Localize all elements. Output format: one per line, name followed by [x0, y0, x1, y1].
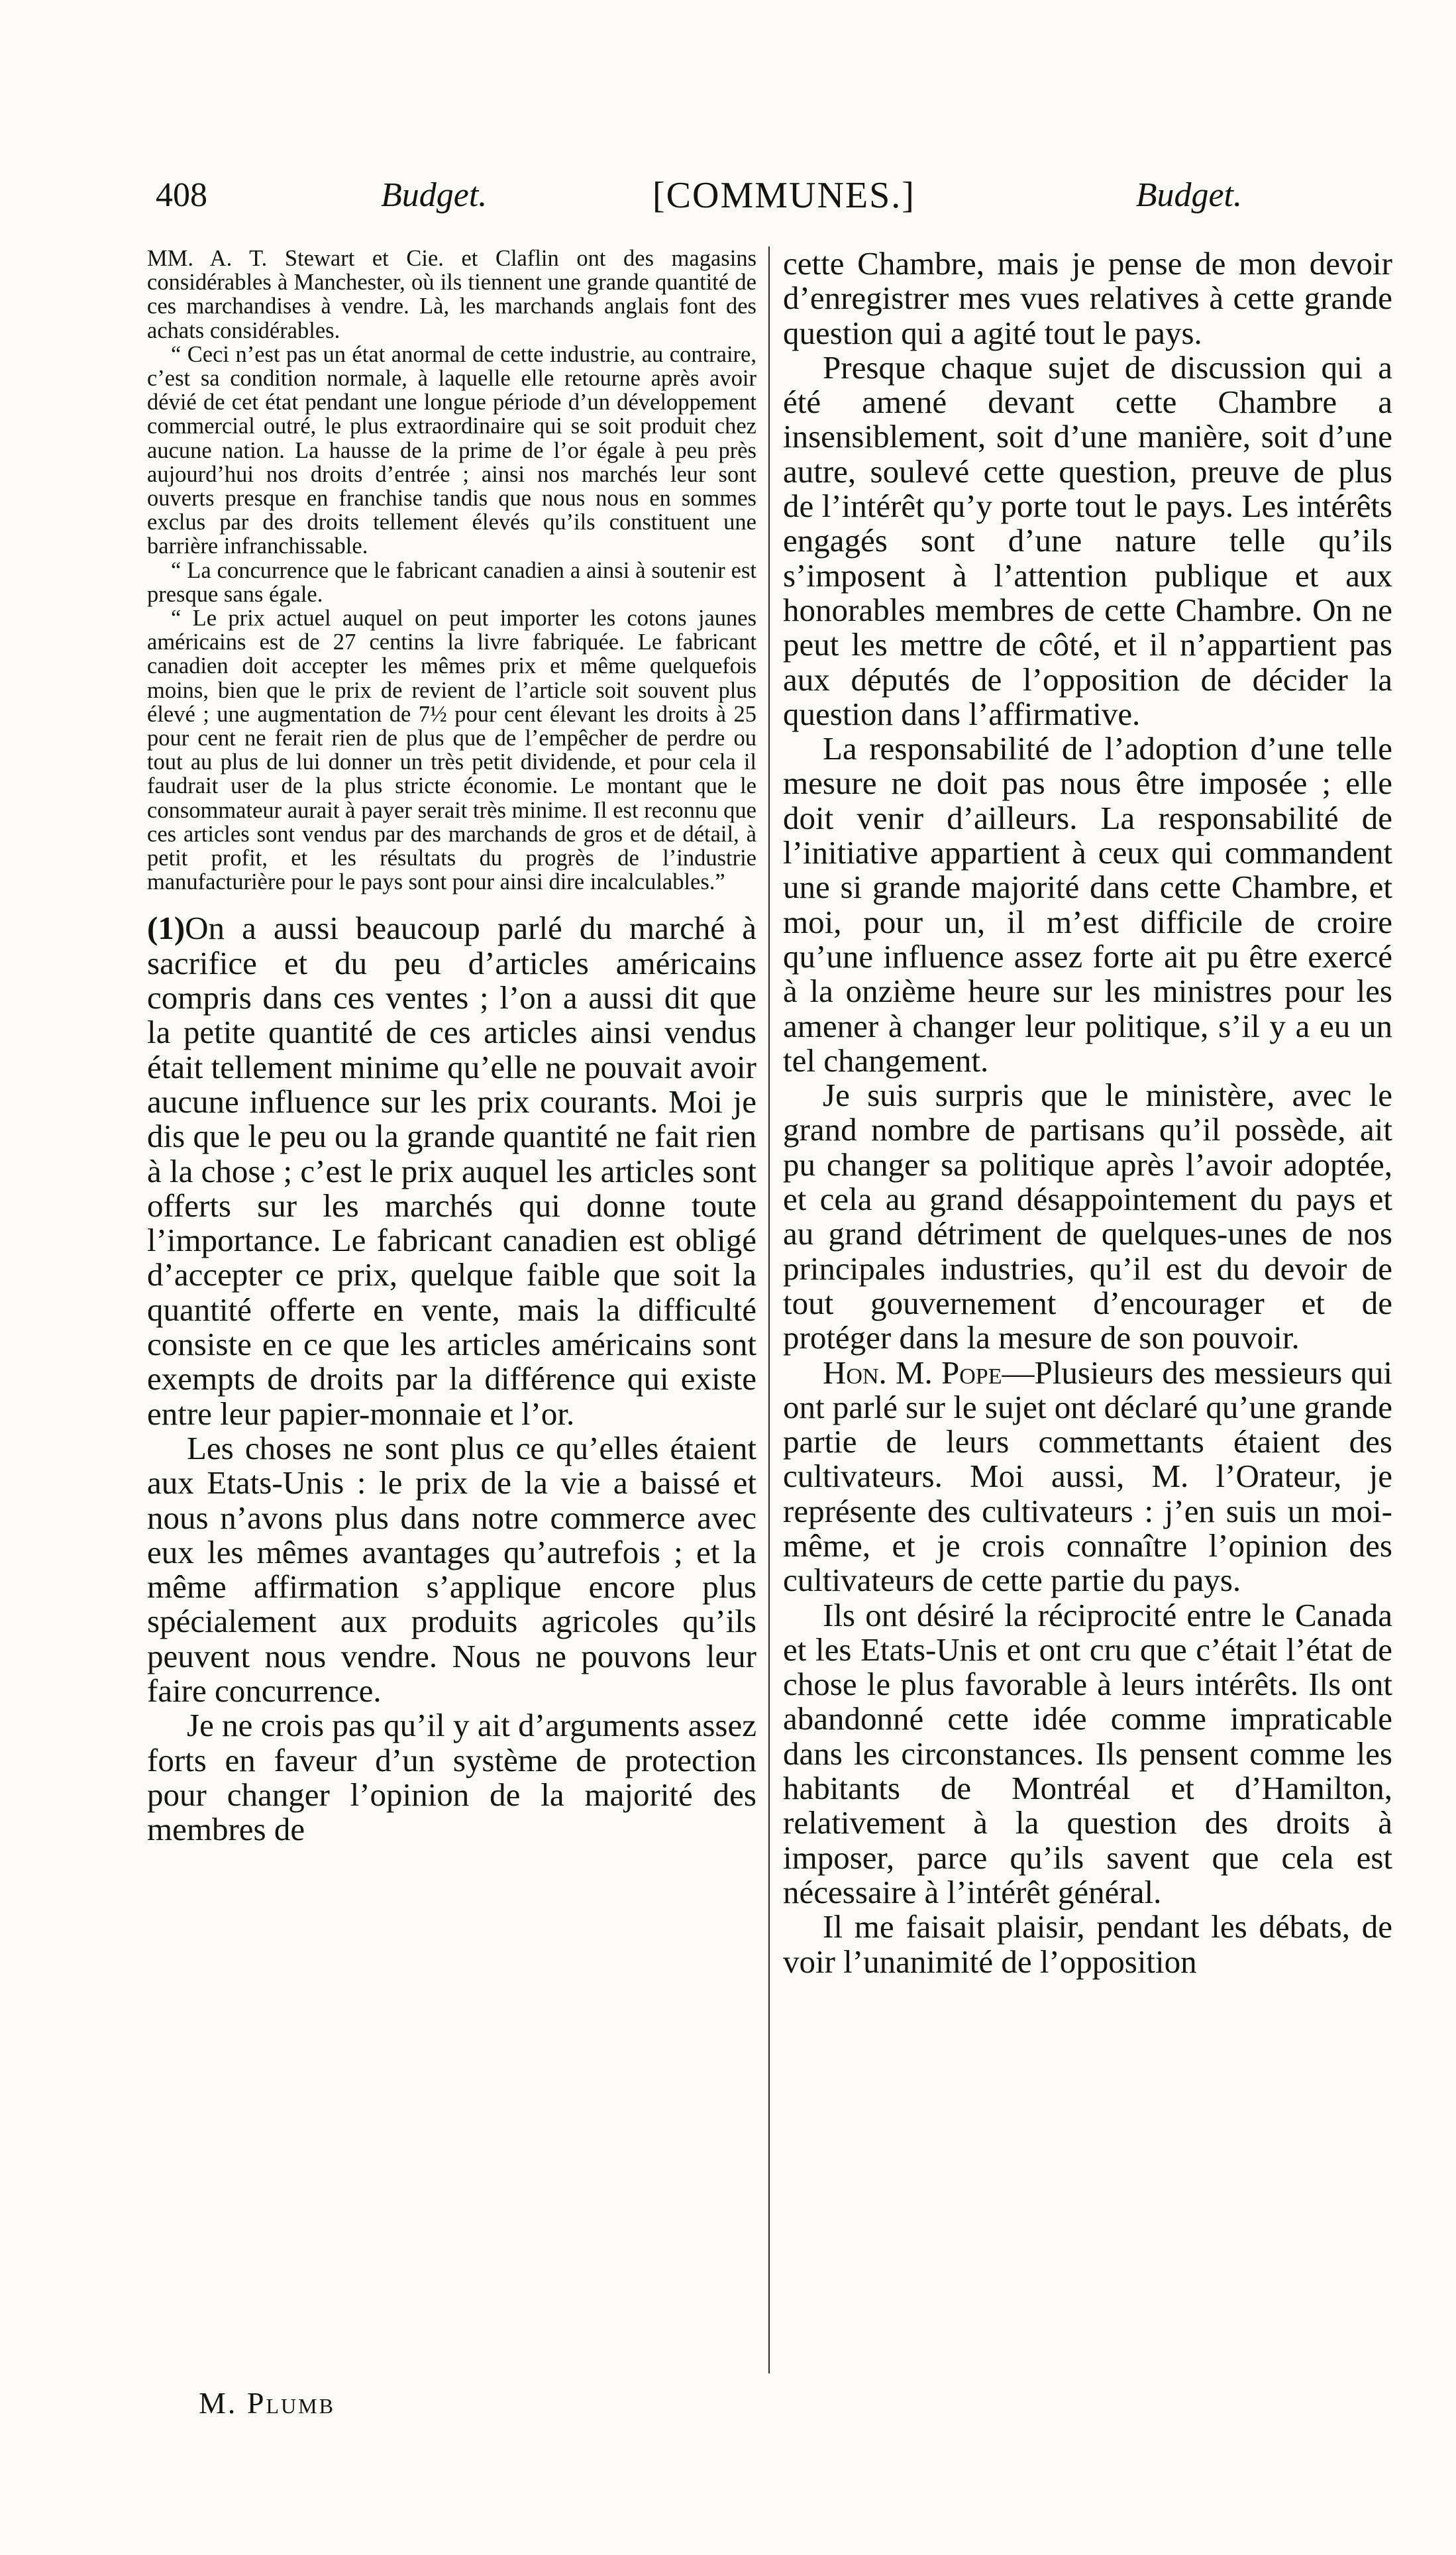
right-running-title: Budget.: [1135, 176, 1242, 214]
left-body-text: [147, 911, 756, 1847]
body-paragraph: Les choses ne sont plus ce qu’elles étaient aux Etats-Unis : le prix de la vie a baissé et nous n’avons plus dans notre commerce avec eux les mêmes avantages qu’autrefois ; et la même affirmation s’applique encore plus spécialement aux produits agricoles qu’ils peuvent nous vendre. Nous ne pouvons leur faire concurrence.: [147, 1429, 756, 1710]
page-number: 408: [156, 176, 207, 214]
left-column: [147, 246, 756, 1847]
signature-catchword: M. Plumb: [199, 2386, 335, 2420]
quote-paragraph: “ La concurrence que le fabricant canadien a ainsi à soutenir est presque sans égale.: [147, 557, 756, 607]
body-paragraph: Il me faisait plaisir, pendant les débats, de voir l’unanimité de l’opposition: [783, 1908, 1392, 1980]
right-column: [783, 246, 1392, 1979]
speaker-paragraph: [783, 1356, 1392, 1598]
quote-paragraph: “ Le prix actuel auquel on peut importer les cotons jaunes américains est de 27 centins la livre fabriquée. Le fabricant canadien doit accepter les mêmes prix et même quelquefois moins, bien que le prix de revient de l’article soit souvent plus élevé ; une augmentation de 7½ pour cent élevant les droits à 25 pour cent ne ferait rien de plus que de l’empêcher de perdre ou tout au plus de lui donner un très petit dividende, et pour cela il faudrait user de la plus stricte économie. Le montant que le consommateur aurait à payer serait très minime. Il est reconnu que ces articles sont vendus par des marchands de gros et de détail, à petit profit, et les résultats du progrès de l’industrie manufacturière pour le pays sont pour ainsi dire incalculables.”: [147, 606, 756, 895]
body-paragraph: cette Chambre, mais je pense de mon devoir d’enregistrer mes vues relatives à cette grande question qui a agité tout le pays.: [783, 245, 1392, 351]
right-body-text: [783, 246, 1392, 1979]
center-title: [COMMUNES.]: [652, 175, 915, 216]
body-paragraph: Je ne crois pas qu’il y ait d’arguments assez forts en faveur d’un système de protection pour changer l’opinion de la majorité des membres de: [147, 1707, 756, 1848]
quote-paragraph: “ Ceci n’est pas un état anormal de cette industrie, au contraire, c’est sa condition normale, à laquelle elle retourne après avoir dévié de cet état pendant une longue période d’un développement commercial outré, le plus extraordinaire qui se soit produit chez aucune nation. La hausse de la prime de l’or égale à peu près aujourd’hui nos droits d’entrée ; ainsi nos marchés leur sont ouverts presque en franchise tandis que nous nous en sommes exclus par des droits tellement élevés qu’ils constituent une barrière infranchissable.: [147, 341, 756, 559]
left-running-title: Budget.: [381, 176, 488, 214]
section-marker: (1): [147, 910, 185, 947]
quoted-block: [147, 246, 756, 894]
body-paragraph: [147, 911, 756, 1431]
quote-paragraph: MM. A. T. Stewart et Cie. et Claflin ont des magasins considérables à Manchester, où ils tiennent une grande quantité de ces marchandises à vendre. Là, les marchands anglais font des achats considérables.: [147, 246, 756, 343]
speaker-name: Hon. M. Pope: [823, 1354, 1002, 1391]
column-divider: [768, 246, 770, 2373]
body-paragraph-text: On a aussi beaucoup parlé du marché à sacrifice et du peu d’articles américains compris dans ces ventes ; l’on a aussi dit que la petite quantité de ces articles ainsi vendus était tellement minime qu’elle ne pouvait avoir aucune influence sur les prix courants. Moi je dis que le peu ou la grande quantité ne fait rien à la chose ; c’est le prix auquel les articles sont offerts sur les marchés qui donne toute l’importance. Le fabricant canadien est obligé d’accepter ce prix, quelque faible que soit la quantité offerte en vente, mais la difficulté consiste en ce que les articles américains sont exempts de droits par la différence qui existe entre leur papier-monnaie et l’or.: [147, 910, 756, 1432]
page-header: [156, 169, 1242, 222]
speaker-text: —Plusieurs des messieurs qui ont parlé sur le sujet ont déclaré qu’une grande partie de leurs commettants étaient des cultivateurs. Moi aussi, M. l’Orateur, je représente des cultivateurs : j’en suis un moi-même, et je crois connaître l’opinion des cultivateurs de cette partie du pays.: [783, 1354, 1392, 1599]
body-paragraph: La responsabilité de l’adoption d’une telle mesure ne doit pas nous être imposée ; elle doit venir d’ailleurs. La responsabilité de l’initiative appartient à ceux qui commandent une si grande majorité dans cette Chambre, et moi, pour un, il m’est difficile de croire qu’une influence assez forte ait pu être exercé à la onzième heure sur les ministres pour les amener à changer leur politique, s’il y a eu un tel changement.: [783, 730, 1392, 1079]
body-paragraph: Ils ont désiré la réciprocité entre le Canada et les Etats-Unis et ont cru que c’était l’état de chose le plus favorable à leurs intérêts. Ils ont abandonné cette idée comme impraticable dans les circonstances. Ils pensent comme les habitants de Montréal et d’Hamilton, relativement à la question des droits à imposer, parce qu’ils savent que cela est nécessaire à l’intérêt général.: [783, 1596, 1392, 1910]
body-paragraph: Je suis surpris que le ministère, avec le grand nombre de partisans qu’il possède, ait pu changer sa politique après l’avoir adoptée, et cela au grand désappointement du pays et au grand détriment de quelques-unes de nos principales industries, qu’il est du devoir de tout gouvernement d’encourager et de protéger dans la mesure de son pouvoir.: [783, 1077, 1392, 1356]
body-paragraph: Presque chaque sujet de discussion qui a été amené devant cette Chambre a insensiblement, soit d’une manière, soit d’une autre, soulevé cette question, preuve de plus de l’intérêt qu’y porte tout le pays. Les intérêts engagés sont d’une nature telle qu’ils s’imposent à l’attention publique et aux honorables membres de cette Chambre. On ne peut les mettre de côté, et il n’appartient pas aux députés de l’opposition de décider la question dans l’affirmative.: [783, 349, 1392, 732]
